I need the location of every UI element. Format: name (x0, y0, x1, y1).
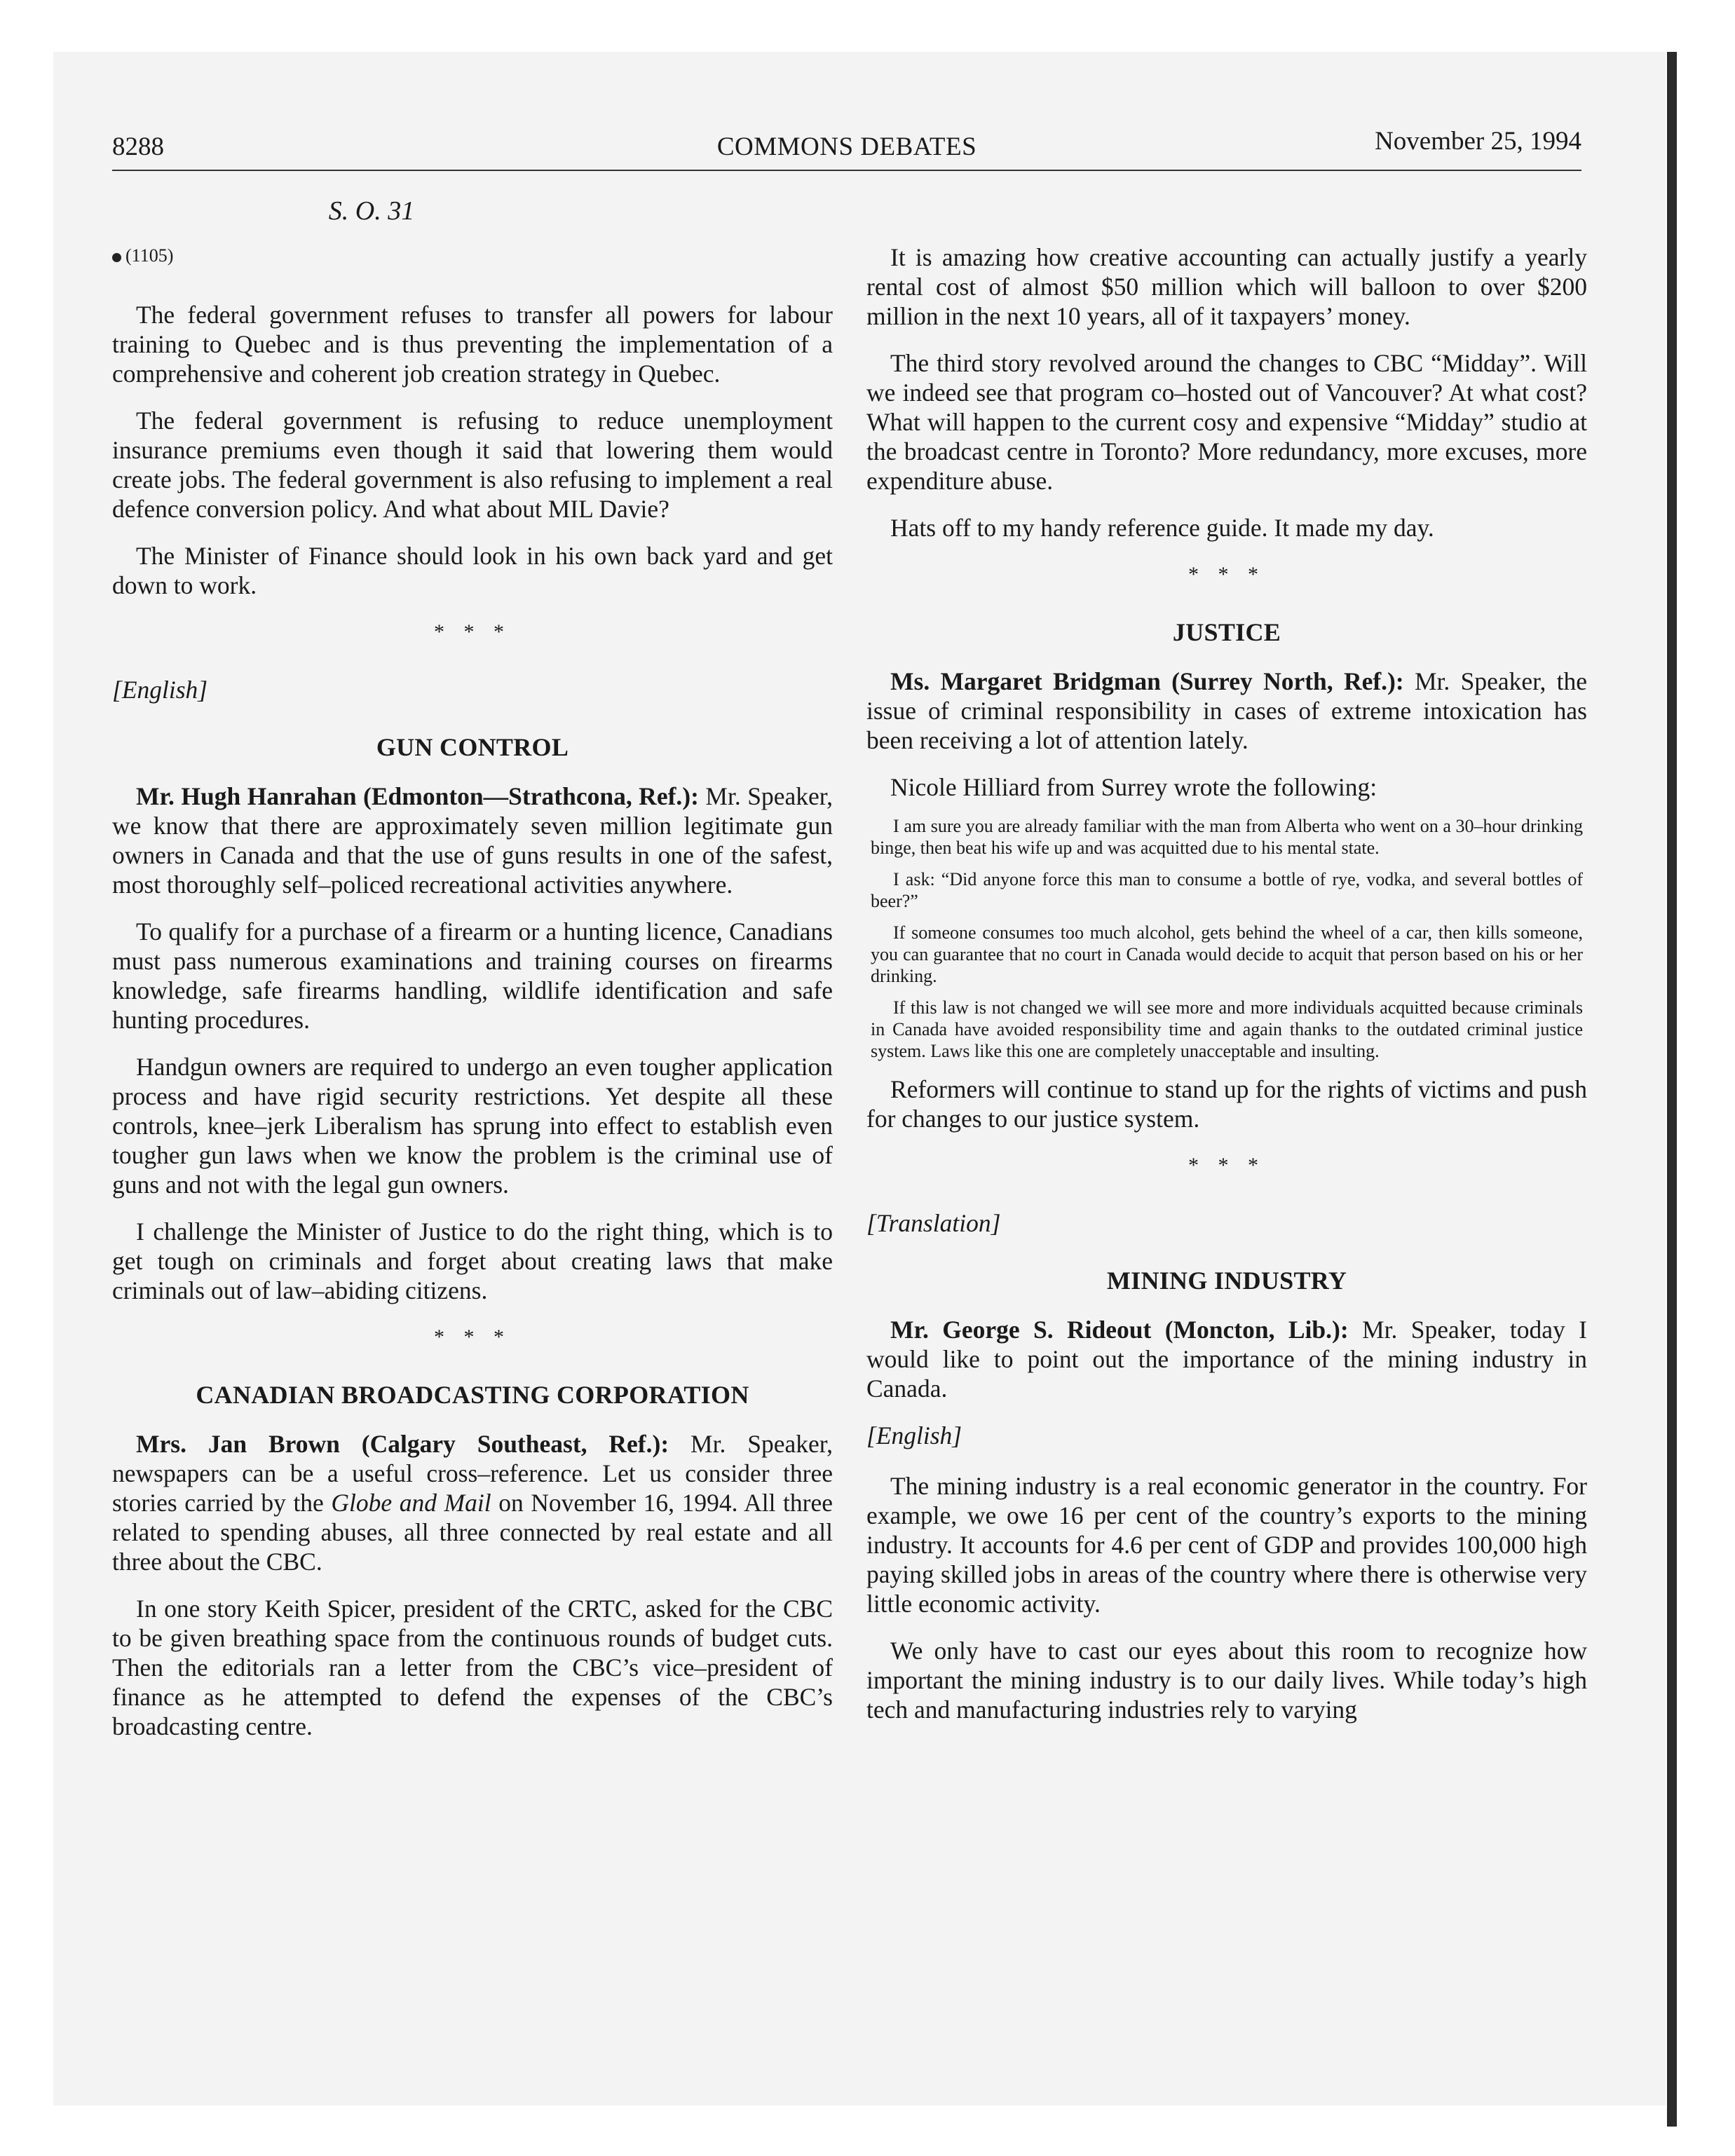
time-marker (112, 241, 833, 271)
paragraph: The federal government refuses to transfer all powers for labour training to Quebec and is thus preventing the implementation of a comprehensive and coherent job creation strategy in Quebec. (112, 301, 833, 388)
time-marker-text: (1105) (125, 245, 174, 266)
paragraph: The Minister of Finance should look in his own back yard and get down to work. (112, 542, 833, 599)
speech-text: Mr. Speaker, we know that there are approximately seven million legitimate gun owners in Canada and that the use of guns results in one of the safest, most thoroughly self–policed recreational activities anywhere. (112, 782, 834, 899)
page-number: 8288 (112, 132, 164, 161)
speech-paragraph (866, 1315, 1587, 1403)
paragraph: Reformers will continue to stand up for the rights of victims and push for changes to our justice system. (866, 1075, 1587, 1133)
section-heading-gun-control: GUN CONTROL (376, 733, 569, 761)
paragraph: The mining industry is a real economic generator in the country. For example, we owe 16 per cent of the country’s exports to the mining industry. It accounts for 4.6 per cent of GDP and provides 100,000 high paying skilled jobs in areas of the country where there is otherwise very little economic activity. (866, 1472, 1587, 1618)
paragraph: The federal government is refusing to reduce unemployment insurance premiums even though it said that lowering them would create jobs. The federal government is also refusing to implement a real defence conversion policy. And what about MIL Davie? (112, 407, 833, 523)
section-heading-justice: JUSTICE (1172, 618, 1281, 646)
speech-paragraph (866, 667, 1587, 755)
section-heading-cbc: CANADIAN BROADCASTING CORPORATION (196, 1381, 749, 1409)
letter-quote (871, 815, 1583, 1062)
paragraph: We only have to cast our eyes about this room to recognize how important the mining industry is to our daily lives. While today’s high tech and manufacturing industries rely to varying (866, 1637, 1587, 1724)
quote-paragraph: If this law is not changed we will see more and more individuals acquitted because criminals in Canada have avoided responsibility time and again thanks to the outdated criminal justice system. Laws like this one are completely unacceptable and insulting. (871, 997, 1583, 1061)
paragraph: In one story Keith Spicer, president of the CRTC, asked for the CBC to be given breathing space from the continuous rounds of budget cuts. Then the editorials ran a letter from the CBC’s vice–president of finance as he attempted to defend the expenses of the CBC’s broadcasting centre. (112, 1595, 833, 1740)
page-date: November 25, 1994 (1375, 127, 1581, 156)
paragraph: The third story revolved around the changes to CBC “Midday”. Will we indeed see that program co–hosted out of Vancouver? At what cost? What will happen to the current cosy and expensive “Midday” studio at the broadcast centre in Toronto? More redundancy, more excuses, more expenditure abuse. (866, 349, 1587, 495)
speech-paragraph (112, 782, 833, 899)
left-column (112, 196, 833, 1759)
speech-text: Mr. Speaker, the issue of criminal responsibility in cases of extreme intoxication has been receiving a lot of attention lately. (866, 667, 1588, 754)
scan-edge-shadow (1667, 52, 1677, 2127)
quote-paragraph: I am sure you are already familiar with the man from Alberta who went on a 30–hour drinking binge, then beat his wife up and was acquitted due to his mental state. (871, 816, 1583, 858)
section-separator: * * * (1188, 1154, 1265, 1177)
header-rule (112, 170, 1581, 171)
section-separator: * * * (434, 620, 511, 643)
speech-text: Mr. Speaker, newspapers can be a useful cross–reference. Let us consider three stories carried by the (112, 1430, 834, 1517)
speaker-name: Mr. George S. Rideout (Moncton, Lib.): (890, 1316, 1349, 1344)
speech-text: on November 16, 1994. All three related to spending abuses, all three connected by real estate and all three about the CBC. (112, 1489, 834, 1576)
speech-text: Mr. Speaker, today I would like to point out the importance of the mining industry in Canada. (866, 1316, 1587, 1403)
section-separator: * * * (434, 1325, 511, 1349)
language-tag: [English] (112, 676, 208, 704)
publication-title: COMMONS DEBATES (716, 132, 977, 161)
language-tag: [Translation] (866, 1209, 1001, 1237)
speaker-name: Mrs. Jan Brown (Calgary Southeast, Ref.): (136, 1430, 669, 1458)
paragraph: Handgun owners are required to undergo an even tougher application process and have rigid security restrictions. Yet despite all these controls, knee–jerk Liberalism has sprung into effect to establish even tougher gun laws when we know the problem is the criminal use of guns and not with the legal gun owners. (112, 1053, 833, 1199)
paragraph: To qualify for a purchase of a firearm or a hunting licence, Canadians must pass numerous examinations and training courses on firearms knowledge, safe firearms handling, wildlife identification and safe hunting procedures. (112, 917, 833, 1034)
paragraph: I challenge the Minister of Justice to do the right thing, which is to get tough on criminals and forget about creating laws that make criminals out of law–abiding citizens. (112, 1217, 833, 1304)
paragraph: Nicole Hilliard from Surrey wrote the following: (890, 773, 1377, 801)
quote-paragraph: I ask: “Did anyone force this man to consume a bottle of rye, vodka, and several bottles of beer?” (871, 869, 1583, 911)
publication-name: Globe and Mail (331, 1489, 491, 1517)
bullet-icon (112, 253, 121, 262)
standing-order-label: S. O. 31 (328, 196, 415, 226)
section-separator: * * * (1188, 563, 1265, 586)
speaker-name: Ms. Margaret Bridgman (Surrey North, Ref.): (890, 667, 1404, 695)
speaker-name: Mr. Hugh Hanrahan (Edmonton—Strathcona, Ref.): (136, 782, 699, 810)
speech-paragraph (112, 1429, 833, 1576)
language-tag: [English] (866, 1421, 962, 1449)
page-header (112, 126, 1581, 168)
section-heading-mining: MINING INDUSTRY (1106, 1267, 1347, 1295)
paragraph: It is amazing how creative accounting can actually justify a yearly rental cost of almost $50 million which will balloon to over $200 million in the next 10 years, all of it taxpayers’ money. (866, 243, 1587, 330)
quote-paragraph: If someone consumes too much alcohol, gets behind the wheel of a car, then kills someone, you can guarantee that no court in Canada would decide to acquit that person based on his or her drinking. (871, 922, 1583, 986)
right-column (866, 243, 1587, 1742)
paragraph: Hats off to my handy reference guide. It made my day. (890, 514, 1434, 542)
